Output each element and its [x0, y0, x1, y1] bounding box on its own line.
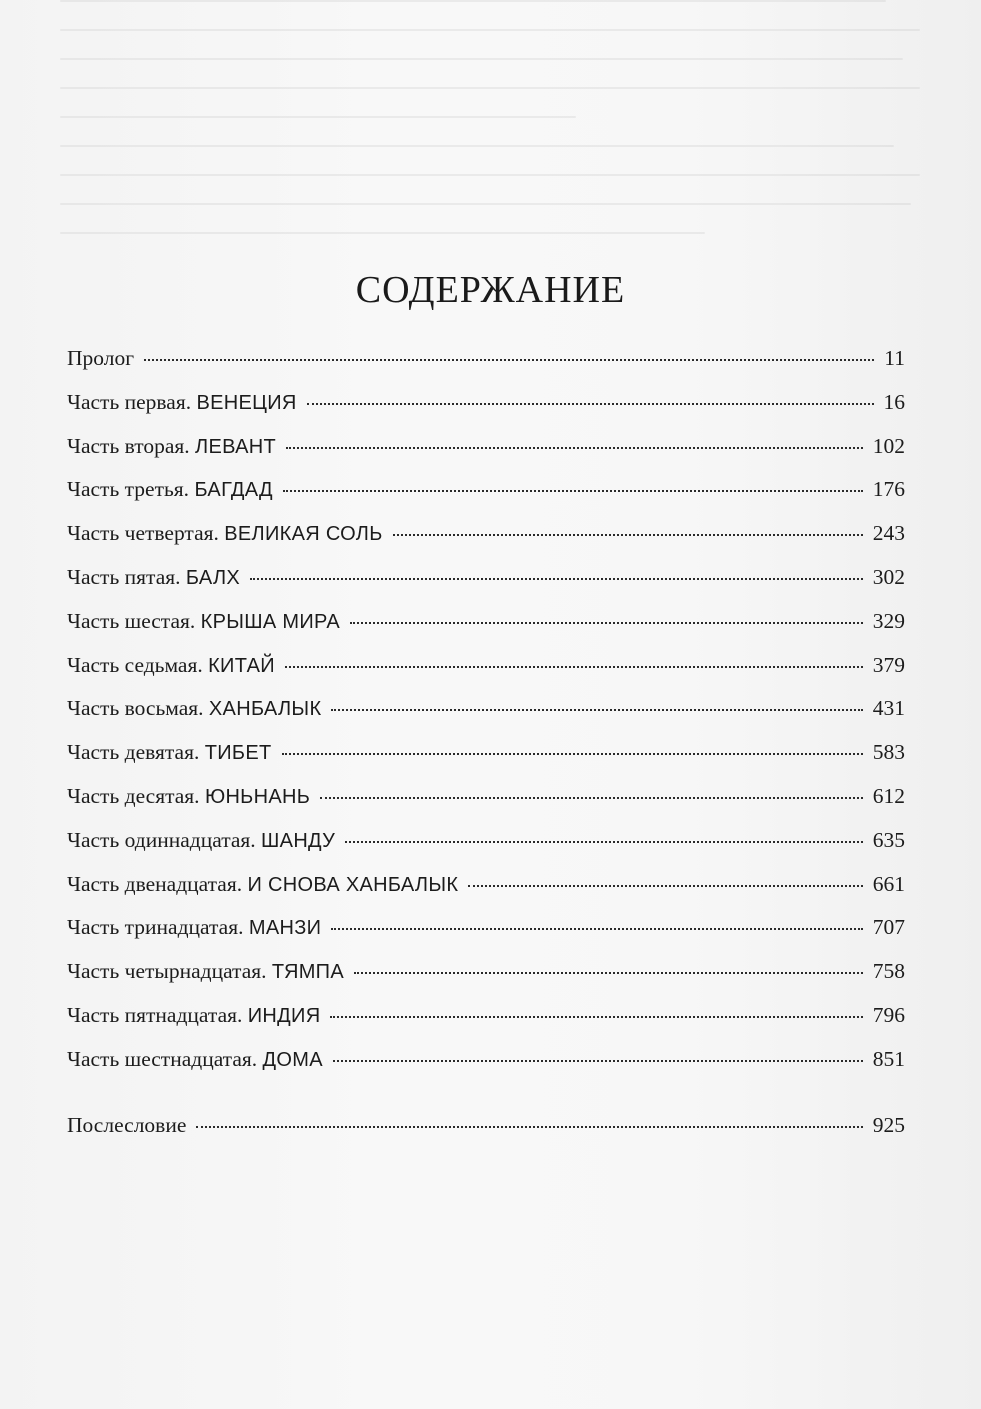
toc-entry — [67, 1046, 905, 1090]
toc-dot-leader — [393, 534, 863, 536]
toc-entry-page-number: 583 — [872, 740, 905, 765]
toc-entry-page-number: 612 — [872, 783, 905, 808]
toc-dot-leader — [331, 709, 862, 711]
toc-entry-page-number: 707 — [872, 915, 905, 940]
toc-entry-label — [67, 652, 275, 679]
toc-dot-leader — [354, 972, 863, 974]
toc-entry-label — [67, 345, 134, 371]
toc-entry-part: Часть пятая. — [67, 564, 186, 589]
toc-entry-label — [67, 958, 344, 985]
bleed-through-text — [60, 0, 920, 300]
toc-entry-part: Часть седьмая. — [67, 652, 209, 677]
toc-entry-page-number: 11 — [884, 346, 905, 370]
toc-entry-name: ЛЕВАНТ — [195, 435, 276, 458]
toc-entry — [67, 914, 905, 958]
toc-entry-page-number: 758 — [872, 959, 905, 984]
toc-entry-label — [67, 871, 458, 898]
toc-entry-page-number: 796 — [872, 1002, 905, 1027]
toc-entry-name: ЮНЬНАНЬ — [204, 785, 311, 808]
toc-entry-page-number: 16 — [883, 389, 905, 414]
toc-dot-leader — [350, 622, 863, 624]
toc-entry-page-number: 925 — [872, 1112, 905, 1137]
toc-entry-name: БАГДАД — [194, 479, 273, 502]
page-title: СОДЕРЖАНИЕ — [355, 269, 626, 311]
toc-entry-name: ИНДИЯ — [247, 1004, 321, 1027]
toc-dot-leader — [283, 490, 863, 492]
toc-dot-leader — [307, 403, 874, 405]
toc-entry-page-number: 661 — [872, 871, 905, 896]
toc-entry-name: ВЕНЕЦИЯ — [196, 391, 297, 414]
toc-entry — [67, 608, 905, 652]
toc-dot-leader — [468, 885, 862, 887]
toc-entry-part: Часть десятая. — [67, 783, 205, 808]
toc-entry-part: Часть тринадцатая. — [67, 915, 249, 940]
toc-entry — [67, 520, 905, 564]
toc-dot-leader — [330, 1016, 862, 1018]
toc-entry-name: ХАНБАЛЫК — [208, 698, 322, 721]
toc-entry-label — [67, 433, 276, 460]
toc-entry-label — [67, 564, 240, 591]
toc-entry-part: Послесловие — [67, 1112, 187, 1137]
toc-entry-part: Часть вторая. — [67, 433, 196, 458]
toc-entry-part: Часть шестнадцатая. — [67, 1046, 263, 1071]
toc-entry-label — [67, 1046, 323, 1073]
toc-entry — [67, 433, 905, 477]
toc-entry-page-number: 102 — [872, 433, 905, 458]
toc-entry-label — [67, 389, 297, 416]
toc-entry-label — [67, 1002, 320, 1029]
toc-entry-label — [67, 608, 340, 635]
toc-entry — [67, 871, 905, 915]
toc-entry-label — [67, 739, 272, 766]
toc-entry-part: Часть шестая. — [67, 608, 201, 633]
toc-entry-page-number: 379 — [872, 652, 905, 677]
toc-entry-page-number: 302 — [872, 564, 905, 589]
toc-entry-name: ВЕЛИКАЯ СОЛЬ — [224, 523, 383, 546]
toc-entry-name: ШАНДУ — [261, 829, 336, 852]
toc-entry-name: ДОМА — [262, 1048, 323, 1071]
toc-dot-leader — [144, 359, 874, 361]
toc-entry — [67, 389, 905, 433]
toc-entry — [67, 345, 905, 389]
toc-entry-part: Пролог — [67, 346, 135, 370]
toc-entry — [67, 783, 905, 827]
toc-entry-part: Часть первая. — [67, 389, 197, 414]
toc-dot-leader — [285, 666, 863, 668]
toc-dot-leader — [250, 578, 863, 580]
toc-entry-name: КРЫША МИРА — [200, 610, 340, 633]
toc-entry-label — [67, 783, 310, 810]
toc-entry — [67, 564, 905, 608]
toc-entry — [67, 958, 905, 1002]
toc-entry-page-number: 431 — [872, 696, 905, 721]
toc-dot-leader — [286, 447, 863, 449]
toc-entry-part: Часть третья. — [67, 477, 195, 502]
toc-dot-leader — [331, 928, 862, 930]
toc-entry-page-number: 243 — [872, 521, 905, 546]
toc-entry-part: Часть восьмая. — [67, 696, 209, 721]
toc-entry-name: ТЯМПА — [271, 961, 345, 984]
toc-entry-label — [67, 476, 273, 503]
toc-entry-page-number: 329 — [872, 608, 905, 633]
toc-entry-name: И СНОВА ХАНБАЛЫК — [247, 873, 459, 896]
toc-entry-page-number: 851 — [872, 1046, 905, 1071]
toc-dot-leader — [345, 841, 863, 843]
toc-entry-label — [67, 520, 383, 547]
toc-entry — [67, 652, 905, 696]
toc-entry-page-number: 635 — [872, 827, 905, 852]
toc-dot-leader — [333, 1060, 863, 1062]
toc-entry — [67, 476, 905, 520]
toc-entry — [67, 1112, 905, 1156]
toc-entry-label — [67, 827, 335, 854]
table-of-contents — [67, 345, 905, 1155]
toc-entry — [67, 1002, 905, 1046]
toc-entry — [67, 827, 905, 871]
toc-entry-part: Часть четырнадцатая. — [67, 959, 272, 984]
toc-entry-label — [67, 695, 321, 722]
toc-entry — [67, 695, 905, 739]
toc-entry-name: КИТАЙ — [208, 654, 275, 677]
toc-entry-name: БАЛХ — [185, 566, 241, 589]
toc-dot-leader — [320, 797, 863, 799]
toc-entry-part: Часть пятнадцатая. — [67, 1002, 248, 1027]
toc-dot-leader — [196, 1126, 862, 1128]
toc-entry-part: Часть одиннадцатая. — [67, 827, 262, 852]
toc-entry-part: Часть четвертая. — [67, 521, 225, 546]
toc-entry-label — [67, 914, 321, 941]
toc-entry — [67, 739, 905, 783]
toc-entry-part: Часть девятая. — [67, 740, 205, 765]
toc-entry-name: МАНЗИ — [248, 917, 322, 940]
toc-dot-leader — [282, 753, 863, 755]
toc-entry-part: Часть двенадцатая. — [67, 871, 248, 896]
toc-entry-label — [67, 1112, 186, 1138]
toc-entry-page-number: 176 — [872, 477, 905, 502]
toc-entry-name: ТИБЕТ — [204, 742, 272, 765]
